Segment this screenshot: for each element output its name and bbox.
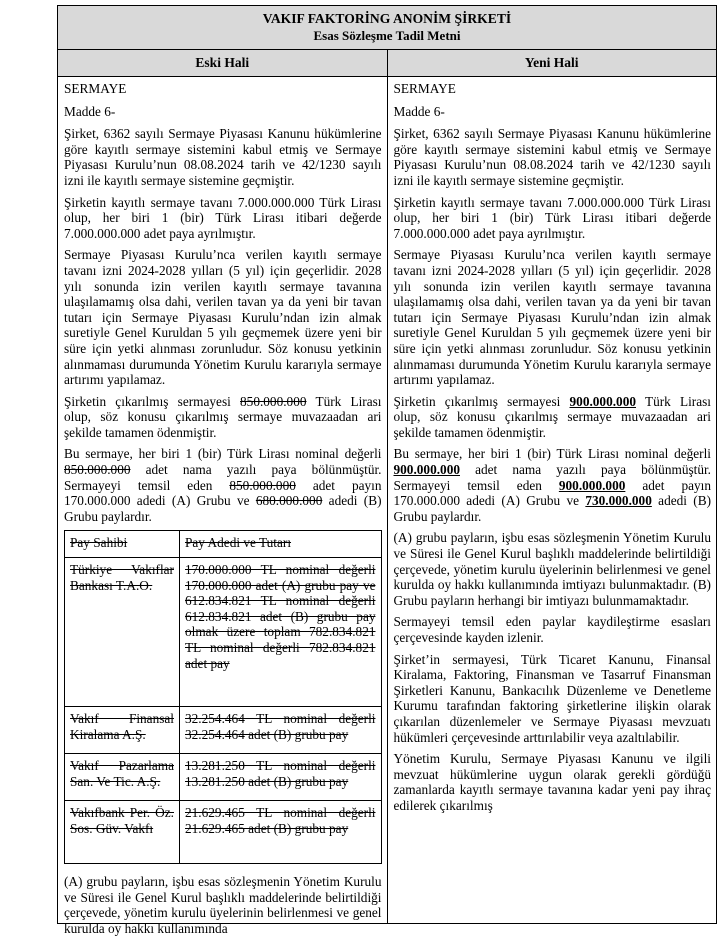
- amended-amount: 730.000.000: [585, 493, 652, 509]
- amended-amount: 900.000.000: [393, 462, 460, 478]
- text-run: adedi (B) Grubu paylardır.: [64, 493, 382, 524]
- new-heading: SERMAYE: [393, 81, 456, 96]
- table-header-row: [65, 531, 382, 558]
- text-run: Şirketin çıkarılmış sermayesi: [393, 393, 570, 409]
- shareholder-table: [64, 530, 382, 864]
- text-run: adet nama yazılı paya bölünmüştür. Sermayeyi temsil eden: [64, 462, 382, 493]
- old-heading: SERMAYE: [64, 81, 127, 96]
- amendment-table: [57, 5, 717, 936]
- header-shareholder: Pay Sahibi: [65, 531, 180, 558]
- text-run: Türk Lirası olup, söz konusu çıkarılmış sermaye muvazaadan ari şekilde tamamen ödenmiştir.: [393, 393, 711, 440]
- amended-amount: 900.000.000: [558, 477, 626, 493]
- document-page: [57, 5, 717, 936]
- share-amount: 21.629.465 TL nominal değerli 21.629.465 adet (B) grubu pay: [180, 801, 382, 864]
- text-run: Bu sermaye, her biri 1 (bir) Türk Lirası nominal değerli: [64, 446, 382, 462]
- old-paragraph-6: (A) grubu payların, işbu esas sözleşmenin Yönetim Kurulu ve Süresi ile Genel Kurul başlıklı maddelerinde belirtildiği çerçevede, yönetim kurulu üyelerinin belirlenmesi ve genel kurulda oy hakkı kullanımında: [64, 874, 382, 936]
- share-amount: 170.000.000 TL nominal değerli 170.000.000 adet (A) grubu pay ve 612.834.821 TL nominal değerli 612.834.821 adet (B) grubu pay olmak üzere toplam 782.834.821 TL nominal değerli 782.834.821 adet pay: [180, 558, 382, 707]
- document-subtitle: Esas Sözleşme Tadil Metni: [313, 28, 461, 43]
- share-amount: 13.281.250 TL nominal değerli 13.281.250 adet (B) grubu pay: [180, 754, 382, 801]
- shareholder-name: Vakıfbank Per. Öz. Sos. Güv. Vakfı: [65, 801, 180, 864]
- new-article: Madde 6-: [393, 103, 445, 119]
- company-title: VAKIF FAKTORİNG ANONİM ŞİRKETİ: [262, 11, 512, 26]
- struck-amount: 850.000.000: [240, 393, 307, 409]
- table-row: [65, 707, 382, 754]
- shareholder-name: Vakıf Pazarlama San. Ve Tic. A.Ş.: [65, 754, 180, 801]
- old-column: [58, 77, 388, 936]
- document-header: [58, 6, 717, 50]
- new-column: [387, 77, 717, 924]
- old-paragraph-5: [64, 446, 382, 524]
- text-run: Bu sermaye, her biri 1 (bir) Türk Lirası nominal değerli: [393, 446, 711, 462]
- amended-amount: 900.000.000: [569, 393, 636, 409]
- table-row: [65, 754, 382, 801]
- old-paragraph-1: Şirket, 6362 sayılı Sermaye Piyasası Kanunu hükümlerine göre kayıtlı sermaye sistemini kabul etmiş ve Sermaye Piyasası Kurulu’nun 08.08.2024 tarih ve 42/1230 sayılı izni ile kayıtlı sermaye sistemine geçmiştir.: [64, 126, 382, 188]
- new-paragraph-5: [394, 446, 712, 524]
- old-article: Madde 6-: [64, 103, 116, 119]
- text-run: adet nama yazılı paya bölünmüştür. Sermayeyi temsil eden: [393, 462, 711, 493]
- struck-amount: 850.000.000: [229, 477, 296, 493]
- share-amount: 32.254.464 TL nominal değerli 32.254.464 adet (B) grubu pay: [180, 707, 382, 754]
- new-paragraph-8: Şirket’in sermayesi, Türk Ticaret Kanunu, Finansal Kiralama, Faktoring, Finansman ve Tasarruf Finansman Şirketleri Kanunu, Bankacılık Düzenleme ve Denetleme Kurumu tarafından faktoring şirketlerine ilişkin olarak çıkarılan düzenlemeler ve Sermaye Piyasası mevzuatı hükümleri çerçevesinde arttırılabilir veya azaltılabilir.: [393, 651, 711, 745]
- table-row: [65, 801, 382, 864]
- new-paragraph-1: Şirket, 6362 sayılı Sermaye Piyasası Kanunu hükümlerine göre kayıtlı sermaye sistemini kabul etmiş ve Sermaye Piyasası Kurulu’nun 08.08.2024 tarih ve 42/1230 sayılı izni ile kayıtlı sermaye sistemine geçmiştir.: [393, 126, 711, 188]
- struck-amount: 850.000.000: [64, 462, 131, 478]
- new-paragraph-7: Sermayeyi temsil eden paylar kaydileştirme esasları çerçevesinde kayden izlenir.: [393, 614, 711, 645]
- old-paragraph-3: Sermaye Piyasası Kurulu’nca verilen kayıtlı sermaye tavanı izni 2024-2028 yılları (5 yıl) için geçerlidir. 2028 yılı sonunda izin verilen kayıtlı sermaye tavanına ulaşılamamış olsa dahi, verilen tavan ya da yeni bir tavan tutarı için Sermaye Piyasası Kurulu’ndan izin almak suretiyle Genel Kuruldan 5 yılı geçmemek üzere yeni bir süre için yetki alınması zorunludur. Söz konusu yetkinin alınmaması durumunda Yönetim Kurulu kararıyla sermaye artırımı yapılamaz.: [64, 247, 382, 388]
- table-row: [65, 558, 382, 707]
- struck-amount: 680.000.000: [255, 493, 323, 509]
- shareholder-name: Vakıf Finansal Kiralama A.Ş.: [65, 707, 180, 754]
- old-column-header: Eski Hali: [58, 50, 388, 77]
- shareholder-name: Türkiye Vakıflar Bankası T.A.O.: [65, 558, 180, 707]
- new-column-header: Yeni Hali: [387, 50, 717, 77]
- new-paragraph-2: Şirketin kayıtlı sermaye tavanı 7.000.000.000 Türk Lirası olup, her biri 1 (bir) Türk Lirası itibari değerde 7.000.000.000 adet paya ayrılmıştır.: [393, 194, 711, 241]
- new-paragraph-9: Yönetim Kurulu, Sermaye Piyasası Kanunu ve ilgili mevzuat hükümlerine uygun olarak gerekli gördüğü zamanlarda kayıtlı sermaye tavanına kadar yeni pay ihraç edilerek çıkarılmış: [393, 751, 711, 813]
- new-paragraph-4: [394, 394, 712, 441]
- old-paragraph-4: [64, 394, 382, 441]
- text-run: Türk Lirası olup, söz konusu çıkarılmış sermaye muvazaadan ari şekilde tamamen ödenmiştir.: [64, 393, 382, 440]
- new-paragraph-3: Sermaye Piyasası Kurulu’nca verilen kayıtlı sermaye tavanı izni 2024-2028 yılları (5 yıl) için geçerlidir. 2028 yılı sonunda izin verilen kayıtlı sermaye tavanına ulaşılamamış olsa dahi, verilen tavan ya da yeni bir tavan tutarı için Sermaye Piyasası Kurulu’ndan izin almak suretiyle Genel Kuruldan 5 yılı geçmemek üzere yeni bir süre için yetki alınması zorunludur. Söz konusu yetkinin alınmaması durumunda Yönetim Kurulu kararıyla sermaye artırımı yapılamaz.: [393, 247, 711, 388]
- text-run: adet payın 170.000.000 adedi (A) Grubu ve: [393, 477, 711, 509]
- header-share-amount: Pay Adedi ve Tutarı: [180, 531, 382, 558]
- old-paragraph-2: Şirketin kayıtlı sermaye tavanı 7.000.000.000 Türk Lirası olup, her biri 1 (bir) Türk Lirası itibari değerde 7.000.000.000 adet paya ayrılmıştır.: [64, 194, 382, 241]
- text-run: Şirketin çıkarılmış sermayesi: [64, 393, 241, 409]
- new-paragraph-6: (A) grubu payların, işbu esas sözleşmenin Yönetim Kurulu ve Süresi ile Genel Kurul başlıklı maddelerinde belirtildiği çerçevede, yönetim kurulu üyelerinin belirlenmesi ve genel kurulda oy hakkı kullanımında imtiyazı bulunmaktadır. (B) Grubu payların herhangi bir imtiyazı bulunmamaktadır.: [393, 530, 711, 608]
- text-run: adedi (B) Grubu paylardır.: [393, 493, 711, 524]
- text-run: adet payın 170.000.000 adedi (A) Grubu ve: [64, 477, 382, 509]
